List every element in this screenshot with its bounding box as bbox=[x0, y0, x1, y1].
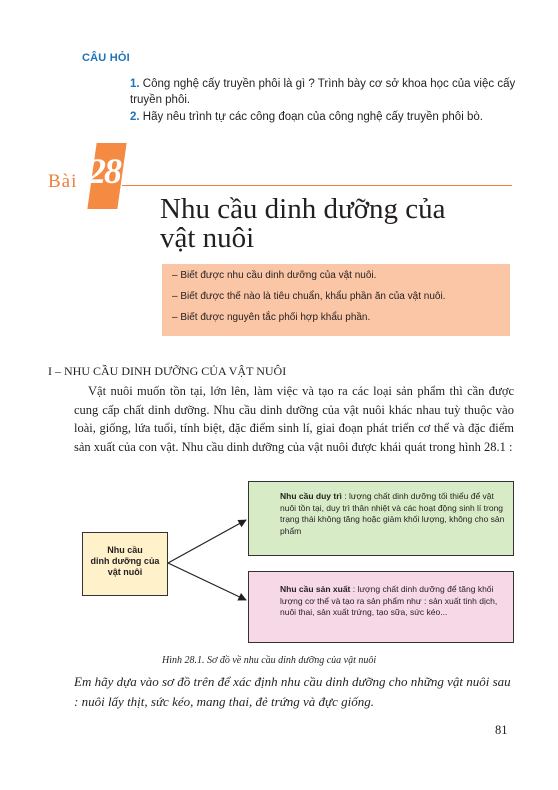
objective-item: – Biết được nhu cầu dinh dưỡng của vật nuôi. bbox=[172, 270, 377, 281]
question-1-number: 1. bbox=[130, 78, 140, 90]
questions-heading: CÂU HỎI bbox=[82, 52, 130, 64]
lesson-label: Bài bbox=[48, 171, 78, 192]
objective-item: – Biết được nguyên tắc phối hợp khẩu phần. bbox=[172, 312, 371, 323]
arrow-to-production bbox=[168, 563, 246, 600]
center-label-line: vật nuôi bbox=[107, 567, 143, 577]
question-1-text: Công nghệ cấy truyền phôi là gì ? Trình bày cơ sở khoa học của việc cấy truyền phôi. bbox=[130, 78, 516, 106]
maintenance-need-text bbox=[280, 491, 506, 537]
question-2-number: 2. bbox=[130, 111, 140, 123]
production-need-text bbox=[280, 584, 506, 619]
lesson-title-line-2: vật nuôi bbox=[160, 222, 255, 254]
section-heading: I – NHU CẦU DINH DƯỠNG CỦA VẬT NUÔI bbox=[48, 364, 287, 378]
center-label-line: dinh dưỡng của bbox=[90, 556, 160, 566]
production-need-term: Nhu cầu sản xuất bbox=[280, 584, 351, 594]
diagram-center-label bbox=[82, 545, 168, 578]
section-paragraph: Vật nuôi muốn tồn tại, lớn lên, làm việc và tạo ra các loại sản phẩm thì cần được cung cấp chất dinh dưỡng. Nhu cầu dinh dưỡng của vật nuôi khác nhau tuỳ thuộc vào loài, giống, lứa tuổi, tính biệt, đặc điểm sinh lí, giai đoạn phát triển cơ thể và đặc điểm sản xuất của con vật. Nhu cầu dinh dưỡng của vật nuôi được khái quát trong hình 28.1 : bbox=[74, 384, 514, 454]
page-number: 81 bbox=[495, 723, 508, 737]
exercise-text: Em hãy dựa vào sơ đồ trên để xác định nhu cầu dinh dưỡng cho những vật nuôi sau : nuôi lấy thịt, sức kéo, mang thai, đẻ trứng và đực giống. bbox=[74, 674, 511, 709]
lesson-number: 28 bbox=[88, 151, 120, 191]
production-need-definition: : lượng chất dinh dưỡng để tăng khối lượng cơ thể và tạo ra sản phẩm như : sản xuất tinh dịch, nuôi thai, sản xuất trứng, tạo sữa, sức kéo... bbox=[280, 584, 498, 617]
figure-caption: Hình 28.1. Sơ đồ về nhu cầu dinh dưỡng của vật nuôi bbox=[162, 655, 377, 666]
maintenance-need-definition: : lượng chất dinh dưỡng tối thiểu để vật nuôi tồn tại, duy trì thân nhiệt và các hoạt động sinh lí trong trạng thái không tăng hoặc giảm khối lượng, không cho sản phẩm bbox=[280, 491, 505, 536]
maintenance-need-term: Nhu cầu duy trì bbox=[280, 491, 342, 501]
arrow-to-maintenance bbox=[168, 520, 246, 563]
question-2-text: Hãy nêu trình tự các công đoạn của công nghệ cấy truyền phôi bò. bbox=[142, 111, 483, 123]
lesson-title-line-1: Nhu cầu dinh dưỡng của bbox=[160, 193, 446, 225]
center-label-line: Nhu cầu bbox=[107, 545, 143, 555]
objective-item: – Biết được thế nào là tiêu chuẩn, khẩu phần ăn của vật nuôi. bbox=[172, 291, 446, 302]
